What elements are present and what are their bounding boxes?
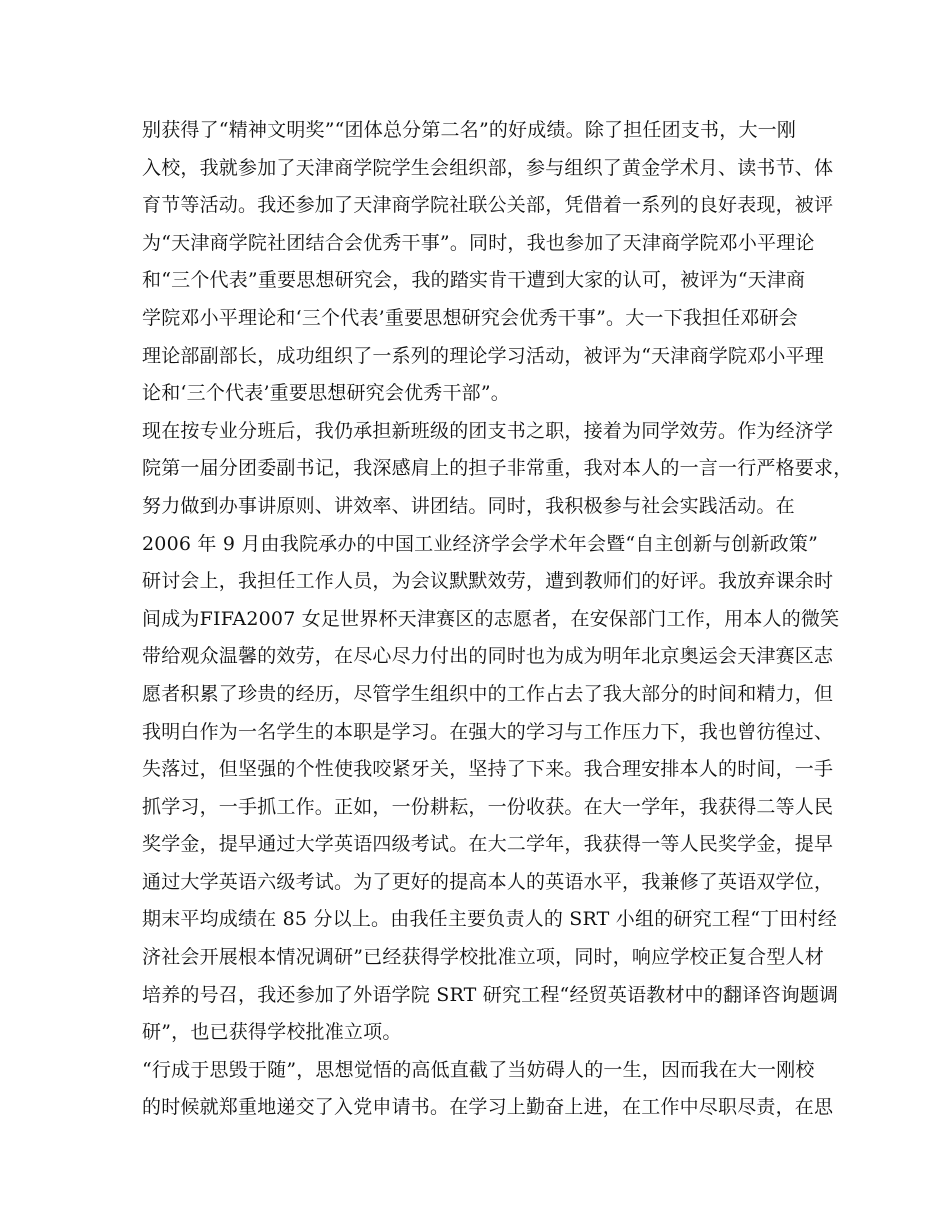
text-line: 2006 年 9 月由我院承办的中国工业经济学会学术年会暨“自主创新与创新政策”: [142, 532, 818, 555]
text-line: 济社会开展根本情况调研”已经获得学校批准立项，同时，响应学校正复合型人材: [142, 946, 824, 969]
text-line: 研”，也已获得学校批准立项。: [142, 1021, 402, 1044]
text-line: 失落过，但坚强的个性使我咬紧牙关，坚持了下来。我合理安排本人的时间，一手: [142, 758, 834, 781]
text-line: 努力做到办事讲原则、讲效率、讲团结。同时，我积极参与社会实践活动。在: [142, 494, 795, 517]
text-line: 为“天津商学院社团结合会优秀干事”。同时，我也参加了天津商学院邓小平理论: [142, 231, 815, 254]
text-line: 抓学习，一手抓工作。正如，一份耕耘，一份收获。在大一学年，我获得二等人民: [142, 795, 834, 818]
document-body: [142, 112, 853, 1127]
text-line: 和“三个代表”重要思想研究会，我的踏实肯干遭到大家的认可，被评为“天津商: [142, 269, 806, 292]
text-line: 入校，我就参加了天津商学院学生会组织部，参与组织了黄金学术月、读书节、体: [142, 156, 834, 179]
text-line: 论和‘三个代表’重要思想研究会优秀干部”。: [142, 382, 510, 405]
text-line: 研讨会上，我担任工作人员，为会议默默效劳，遭到教师们的好评。我放弃课余时: [142, 570, 834, 593]
text-line: 现在按专业分班后，我仍承担新班级的团支书之职，接着为同学效劳。作为经济学: [142, 419, 834, 442]
text-line: 别获得了“精神文明奖”“团体总分第二名”的好成绩。除了担任团支书，大一刚: [142, 119, 797, 141]
text-line: 通过大学英语六级考试。为了更好的提高本人的英语水平，我兼修了英语双学位，: [142, 870, 834, 893]
text-line: 学院邓小平理论和‘三个代表’重要思想研究会优秀干事”。大一下我担任邓研会: [142, 306, 798, 329]
text-line: 的时候就郑重地递交了入党申请书。在学习上勤奋上进，在工作中尽职尽责，在思: [142, 1096, 834, 1119]
text-line: 奖学金，提早通过大学英语四级考试。在大二学年，我获得一等人民奖学金，提早: [142, 833, 834, 856]
text-line: 院第一届分团委副书记，我深感肩上的担子非常重，我对本人的一言一行严格要求，: [142, 457, 853, 480]
text-line: 育节等活动。我还参加了天津商学院社联公关部，凭借着一系列的良好表现，被评: [142, 194, 834, 217]
text-line: 带给观众温馨的效劳，在尽心尽力付出的同时也为成为明年北京奥运会天津赛区志: [142, 645, 834, 668]
text-line: 理论部副部长，成功组织了一系列的理论学习活动，被评为“天津商学院邓小平理: [142, 344, 824, 367]
text-line: 愿者积累了珍贵的经历，尽管学生组织中的工作占去了我大部分的时间和精力，但: [142, 682, 834, 705]
text-line: 间成为FIFA2007 女足世界杯天津赛区的志愿者，在安保部门工作，用本人的微笑: [142, 607, 840, 630]
text-line: 培养的号召，我还参加了外语学院 SRT 研究工程“经贸英语教材中的翻译咨询题调: [142, 983, 839, 1006]
text-line: 期末平均成绩在 85 分以上。由我任主要负责人的 SRT 小组的研究工程“丁田村经: [142, 908, 837, 931]
text-line: 我明白作为一名学生的本职是学习。在强大的学习与工作压力下，我也曾彷徨过、: [142, 720, 834, 743]
text-line: “行成于思毁于随”，思想觉悟的高低直截了当妨碍人的一生，因而我在大一刚校: [142, 1058, 815, 1081]
